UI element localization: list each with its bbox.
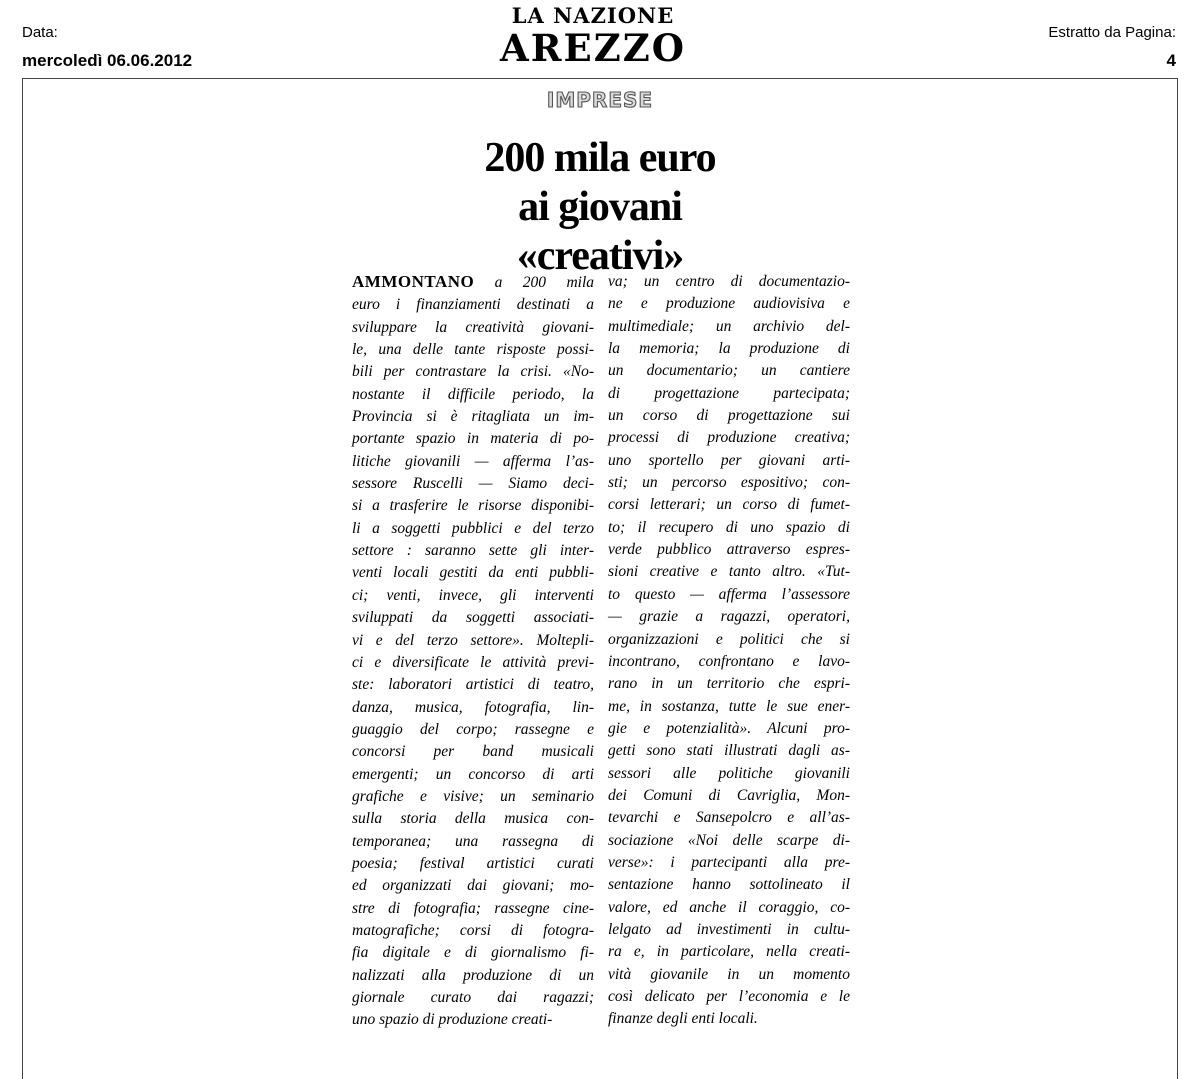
article-text-line (352, 853, 594, 875)
page-label: Estratto da Pagina: (1048, 24, 1176, 41)
article-text-line (608, 629, 850, 651)
article-text-line (352, 965, 594, 987)
line-text: to questo — afferma l’assessore (608, 585, 850, 603)
article-text-line (352, 339, 594, 361)
line-text: dei Comuni di Cavriglia, Mon- (608, 786, 850, 804)
date-block (22, 24, 192, 72)
article-text-line (608, 830, 850, 852)
line-text: me, in sostanza, tutte le sue ener- (608, 697, 850, 715)
line-text: così delicato per l’economia e le (608, 988, 850, 1005)
article-text-line (352, 786, 594, 808)
article-text-line (608, 807, 850, 829)
page-number: 4 (1166, 51, 1176, 70)
article-text-line (608, 1008, 850, 1030)
line-text: ci e diversificate le attività previ- (352, 653, 594, 671)
article-text-line (352, 317, 594, 339)
line-text: a 200 mila (474, 274, 594, 291)
line-text: finanze degli enti locali. (608, 1010, 758, 1028)
article-text-line (352, 294, 594, 316)
line-text: fia digitale e di giornalismo fi- (352, 944, 594, 962)
article-text-line (608, 383, 850, 405)
section-rubric: IMPRESE (546, 88, 654, 112)
line-text: venti locali gestiti da enti pubbli- (352, 564, 594, 582)
article-text-line (608, 338, 850, 360)
line-text: danza, musica, fotografia, lin- (352, 698, 594, 716)
line-text: gie e potenzialità». Alcuni pro- (608, 719, 850, 737)
article-text-line (352, 384, 594, 406)
article-text-line (352, 808, 594, 830)
article-text-line (352, 1009, 594, 1031)
line-text: un corso di progettazione sui (608, 407, 850, 425)
article-text-line (352, 495, 594, 517)
article-text-line (608, 852, 850, 874)
line-text: stre di fotografia; rassegne cine- (352, 899, 594, 917)
article-text-line (608, 740, 850, 762)
article-text-line (608, 539, 850, 561)
article-text-line (352, 271, 594, 294)
line-text: tevarchi e Sansepolcro e all’as- (608, 809, 850, 827)
article-text-line (608, 696, 850, 718)
line-text: di progettazione partecipata; (608, 384, 850, 402)
line-text: sessore Ruscelli — Siamo deci- (352, 475, 594, 493)
page-block (1048, 24, 1176, 72)
article-text-line (352, 898, 594, 920)
article-text-line (608, 494, 850, 516)
article-text-line (352, 540, 594, 562)
line-text: va; un centro di documentazio- (608, 273, 850, 290)
headline-line: ai giovani (518, 184, 682, 230)
article-text-line (608, 941, 850, 963)
line-text: sioni creative e tanto altro. «Tut- (608, 563, 850, 581)
line-text: uno sportello per giovani arti- (608, 451, 850, 469)
article-text-line (352, 987, 594, 1009)
line-text: sentazione hanno sottolineato il (608, 876, 850, 894)
line-text: settore : saranno sette gli inter- (352, 542, 594, 560)
line-text: uno spazio di produzione creati- (352, 1011, 553, 1029)
line-text: ste: laboratori artistici di teatro, (352, 676, 594, 694)
masthead-title: LA NAZIONE (511, 3, 675, 28)
line-text: sviluppare la creatività giovani- (352, 318, 594, 336)
line-text: grafiche e visive; un seminario (352, 787, 594, 805)
masthead-edition: AREZZO (500, 26, 686, 70)
line-text: le, una delle tante risposte possi- (352, 341, 594, 359)
line-text: sviluppati da soggetti associati- (352, 609, 594, 627)
line-text: incontrano, confrontano e lavo- (608, 652, 850, 670)
line-text: emergenti; un concorso di arti (352, 765, 594, 783)
line-text: valore, ed anche il coraggio, co- (608, 898, 850, 916)
line-text: giornale curato dai ragazzi; (352, 989, 594, 1006)
headline-line: «creativi» (516, 233, 684, 279)
line-text: lelgato ad investimenti in cultu- (608, 920, 850, 938)
line-text: organizzazioni e politici che si (608, 630, 850, 648)
article-text-line (352, 920, 594, 942)
article-text-line (608, 897, 850, 919)
article-text-line (352, 831, 594, 853)
article-text-line (608, 316, 850, 338)
line-text: nostante il difficile periodo, la (352, 385, 594, 403)
line-text: sulla storia della musica con- (352, 810, 594, 828)
line-text: bili per contrastare la crisi. «No- (352, 363, 594, 381)
line-text: guaggio del corpo; rassegne e (352, 720, 594, 738)
article-text-line (608, 427, 850, 449)
date-value: mercoledì 06.06.2012 (22, 51, 193, 70)
line-text: processi di produzione creativa; (608, 429, 850, 447)
article-text-line (352, 630, 594, 652)
article-text-line (608, 584, 850, 606)
article-text-line (352, 361, 594, 383)
article-text-line (608, 360, 850, 382)
line-text: vità giovanile in un momento (608, 965, 850, 983)
article-text-line (608, 472, 850, 494)
article-text-line (608, 919, 850, 941)
line-text: corsi letterari; un corso di fumet- (608, 496, 850, 514)
line-text: — grazie a ragazzi, operatori, (608, 608, 850, 626)
article-text-line (352, 719, 594, 741)
line-text: li a soggetti pubblici e del terzo (352, 519, 594, 537)
line-text: si a trasferire le risorse disponibi- (352, 497, 594, 515)
article-text-line (608, 718, 850, 740)
article-text-line (608, 874, 850, 896)
article-text-line (352, 652, 594, 674)
line-text: temporanea; una rassegna di (352, 832, 594, 850)
article-text-line (352, 741, 594, 763)
line-text: ci; venti, invece, gli interventi (352, 586, 594, 604)
line-text: nalizzati alla produzione di un (352, 966, 594, 984)
line-text: litiche giovanili — afferma l’as- (352, 452, 594, 470)
line-text: ne e produzione audiovisiva e (608, 295, 850, 313)
line-text: Provincia si è ritagliata un im- (352, 408, 594, 426)
article-text-line (352, 875, 594, 897)
article-text-line (352, 674, 594, 696)
date-label: Data: (22, 24, 58, 41)
line-text: sociazione «Noi delle scarpe di- (608, 831, 850, 849)
line-text: rano in un territorio che espri- (608, 675, 850, 693)
article-text-line (608, 517, 850, 539)
line-text: ed organizzati dai giovani; mo- (352, 877, 594, 895)
line-text: euro i finanziamenti destinati a (352, 296, 594, 314)
article-text-line (352, 607, 594, 629)
article-text-line (608, 964, 850, 986)
article-text-line (608, 606, 850, 628)
line-text: sessori alle politiche giovanili (608, 764, 850, 782)
article-text-line (352, 942, 594, 964)
article-text-line (352, 562, 594, 584)
article-text-line (608, 673, 850, 695)
article-text-line (608, 561, 850, 583)
article-text-line (608, 293, 850, 315)
line-text: poesia; festival artistici curati (352, 854, 594, 872)
article-text-line (608, 651, 850, 673)
line-text: vi e del terzo settore». Moltepli- (352, 631, 594, 649)
article-text-line (608, 785, 850, 807)
line-text: verse»: i partecipanti alla pre- (608, 853, 850, 871)
lead-word: AMMONTANO (352, 272, 475, 291)
article-headline (400, 134, 800, 281)
line-text: concorsi per band musicali (352, 743, 594, 761)
line-text: ra e, in particolare, nella creati- (608, 943, 850, 961)
article-text-line (608, 986, 850, 1008)
article-text-line (352, 451, 594, 473)
article-text-line (352, 428, 594, 450)
headline-line: 200 mila euro (484, 135, 716, 181)
newspaper-masthead (460, 4, 726, 68)
line-text: la memoria; la produzione di (608, 340, 850, 358)
article-text-line (608, 271, 850, 293)
article-text-line (352, 406, 594, 428)
article-text-line (608, 763, 850, 785)
line-text: getti sono stati illustrati dagli as- (608, 742, 850, 760)
line-text: multimediale; un archivio del- (608, 317, 850, 335)
article-text-line (608, 450, 850, 472)
line-text: portante spazio in materia di po- (352, 430, 594, 448)
line-text: matografiche; corsi di fotogra- (352, 921, 594, 939)
article-text-line (352, 764, 594, 786)
line-text: un documentario; un cantiere (608, 362, 850, 380)
article-column-1 (352, 271, 594, 1032)
article-column-2 (608, 271, 850, 1031)
article-text-line (608, 405, 850, 427)
article-text-line (352, 585, 594, 607)
article-text-line (352, 697, 594, 719)
article-text-line (352, 518, 594, 540)
line-text: to; il recupero di uno spazio di (608, 518, 850, 536)
article-text-line (352, 473, 594, 495)
line-text: verde pubblico attraverso espres- (608, 541, 850, 559)
line-text: sti; un percorso espositivo; con- (608, 474, 850, 492)
